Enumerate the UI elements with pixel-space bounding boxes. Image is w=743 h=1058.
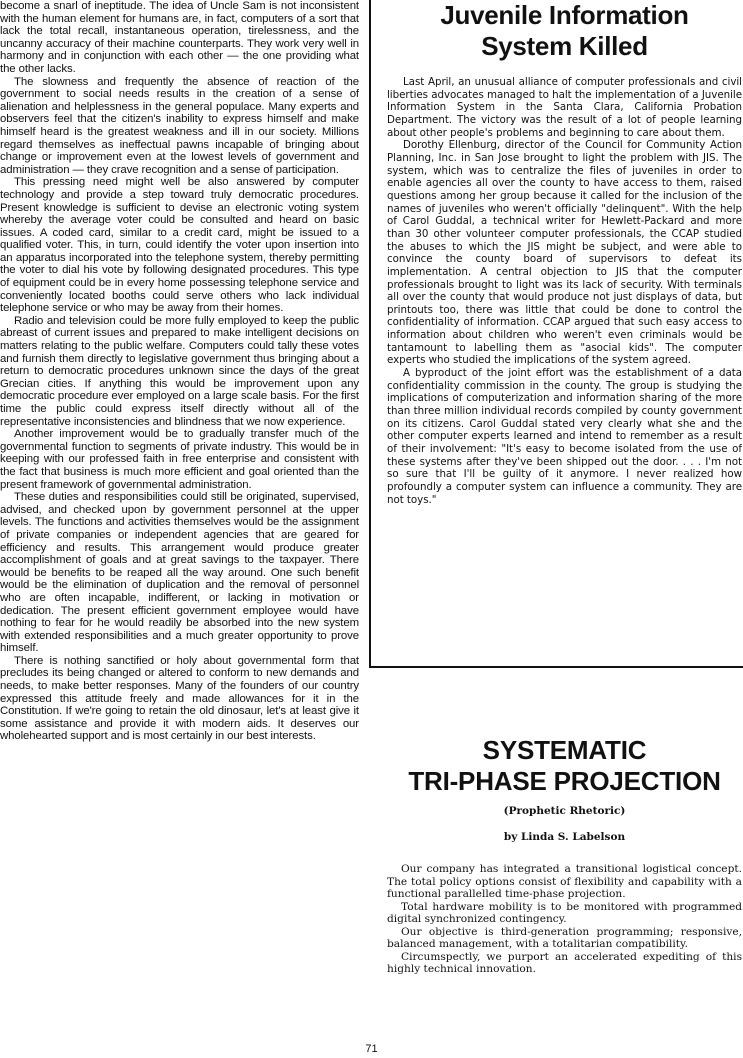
paragraph: Dorothy Ellenburg, director of the Council for Community Action Planning, Inc. in San Jose brought to light the problem with JIS. The system, which was to centralize the files of juveniles in order to enable agencies all over the county to have access to them, raised questions among her group because it called for the inclusion of the names of juveniles who weren't officially "delinquent". With the help of Carol Guddal, a technical writer for Hewlett-Packard and more than 30 other volunteer computer professionals, the CCAP studied the abuses to which the JIS might be subject, and were able to convince the county board of supervisors to defeat its implementation. A central objection to JIS that the computer professionals brought to light was its lack of security. With terminals all over the county that would produce not just displays of data, but printouts too, there was little that could be done to control the confidentiality of information. CCAP argued that such easy access to information about children who weren't even criminals would be tantamount to labelling them as "asocial kids". The computer experts who studied the implications of the system agreed. — [387, 139, 742, 367]
paragraph: Radio and television could be more fully employed to keep the public abreast of current issues and prepared to make intelligent decisions on matters relating to the public welfare. Computers could tally these votes and furnish them directly to legislative government thus bringing about a return to democratic procedures unknown since the days of the great Grecian cities. If anything this would be improvement upon any democratic procedure ever employed on a large scale basis. For the first time the public could express itself directly without all of the representative inconsistencies and blindness that we now experience. — [0, 314, 359, 428]
paragraph: become a snarl of ineptitude. The idea of Uncle Sam is not inconsistent with the human element for humans are, in fact, computers of a sort that lack the total recall, instantaneous operation, tirelessness, and the uncanny accuracy of their machine counterparts. They work very well in harmony and in conjunction with each other — the one providing what the other lacks. — [0, 0, 359, 75]
paragraph: Circumspectly, we purport an accelerated expediting of this highly technical innovation. — [387, 950, 742, 975]
paragraph: The slowness and frequently the absence of reaction of the government to social needs results in the creation of a sense of alienation and helplessness in the general populace. Many experts and observers feel that the citizen's inability to express himself and make himself heard is the greatest weakness and ill in our society. Millions regard themselves as ineffectual pawns incapable of bringing about change or improvement even at the lowest levels of government and administration — they crave recognition and a sense of participation. — [0, 75, 359, 176]
article-byline: by Linda S. Labelson — [503, 831, 626, 843]
title-line-1: SYSTEMATIC — [482, 735, 647, 765]
paragraph: This pressing need might well be also answered by computer technology and provide a step toward truly democratic procedures. Present knowledge is sufficient to devise an electronic voting system whereby the average voter could be consulted and heard on basic issues. A coded card, similar to a credit card, might be issued to a qualified voter. This, in turn, could identify the voter upon insertion into an apparatus incorporated into the telephone system, thereby permitting the voter to dial his vote by following designated procedures. This type of equipment could be in every home possessing telephone service and conveniently located booths could serve others who lack individual telephone service or who may be away from their homes. — [0, 176, 359, 315]
paragraph: These duties and responsibilities could still be originated, supervised, advised, and checked upon by government personnel at the upper levels. The functions and activities themselves would be the assignment of private companies or independent agencies that are geared for efficiency and results. This arrangement would produce greater accomplishment of goals and at great savings to the taxpayer. There would be benefits to be reaped all the way around. One such benefit would be the elimination of duplication and the removal of personnel who are often incapable, indifferent, or lacking in motivation or dedication. The present efficient government employee would have nothing to fear for he would readily be absorbed into the new system with extended responsibilities and a much greater opportunity to prove himself. — [0, 491, 359, 655]
headline-line-1: Juvenile Information — [440, 0, 689, 30]
headline-line-2: System Killed — [481, 31, 648, 61]
tri-phase-article — [387, 735, 742, 1035]
jis-article — [387, 0, 742, 660]
paragraph: Our objective is third-generation programming; responsive, balanced management, with a totalitarian compatibility. — [387, 925, 742, 950]
paragraph: Last April, an unusual alliance of computer professionals and civil liberties advocates managed to halt the implementation of a Juvenile Information System in the Santa Clara, California Probation Department. The victory was the result of a lot of people learning about other people's problems and beginning to care about them. — [387, 76, 742, 139]
page-number: 71 — [365, 1043, 378, 1055]
paragraph: Total hardware mobility is to be monitored with programmed digital synchronized contingency. — [387, 900, 742, 925]
article-body — [387, 863, 742, 976]
paragraph: Our company has integrated a transitional logistical concept. The total policy options consist of flexibility and capability with a functional parallelled time-phase projection. — [387, 863, 742, 900]
article-title — [387, 735, 742, 797]
article-subtitle: (Prophetic Rhetoric) — [503, 805, 626, 817]
paragraph: There is nothing sanctified or holy about governmental form that precludes its being changed or altered to conform to new demands and needs, to make better responses. Many of the founders of our country expressed this attitude freely and made allowances for it in the Constitution. If we're going to retain the old dinosaur, let's at least give it some assistance and provide it with modern aids. It deserves our wholehearted support and is most certainly in our best interests. — [0, 654, 359, 743]
title-line-2: TRI-PHASE PROJECTION — [408, 766, 721, 796]
vertical-divider — [369, 0, 371, 668]
article-body — [387, 76, 742, 506]
paragraph: A byproduct of the joint effort was the establishment of a data confidentiality commission in the county. The group is studying the implications of computerization and information sharing of the more than three million individual records compiled by county government on its citizens. Carol Guddal stated very clearly what she and the other computer experts learned and intend to remember as a result of their involvement: "It's easy to become isolated from the use of these systems after they've been shipped out the door. . . . I'm not so sure that I'll be guilty of it anymore. I never realized how profoundly a computer system can influence a community. They are not toys." — [387, 367, 742, 506]
horizontal-divider — [369, 666, 743, 668]
article-headline — [387, 0, 742, 62]
paragraph: Another improvement would be to gradually transfer much of the governmental function to segments of private industry. This would be in keeping with our professed faith in free enterprise and consistent with the fact that business is much more efficient and goal oriented than the present framework of governmental administration. — [0, 428, 359, 491]
left-column-article — [0, 0, 359, 1035]
